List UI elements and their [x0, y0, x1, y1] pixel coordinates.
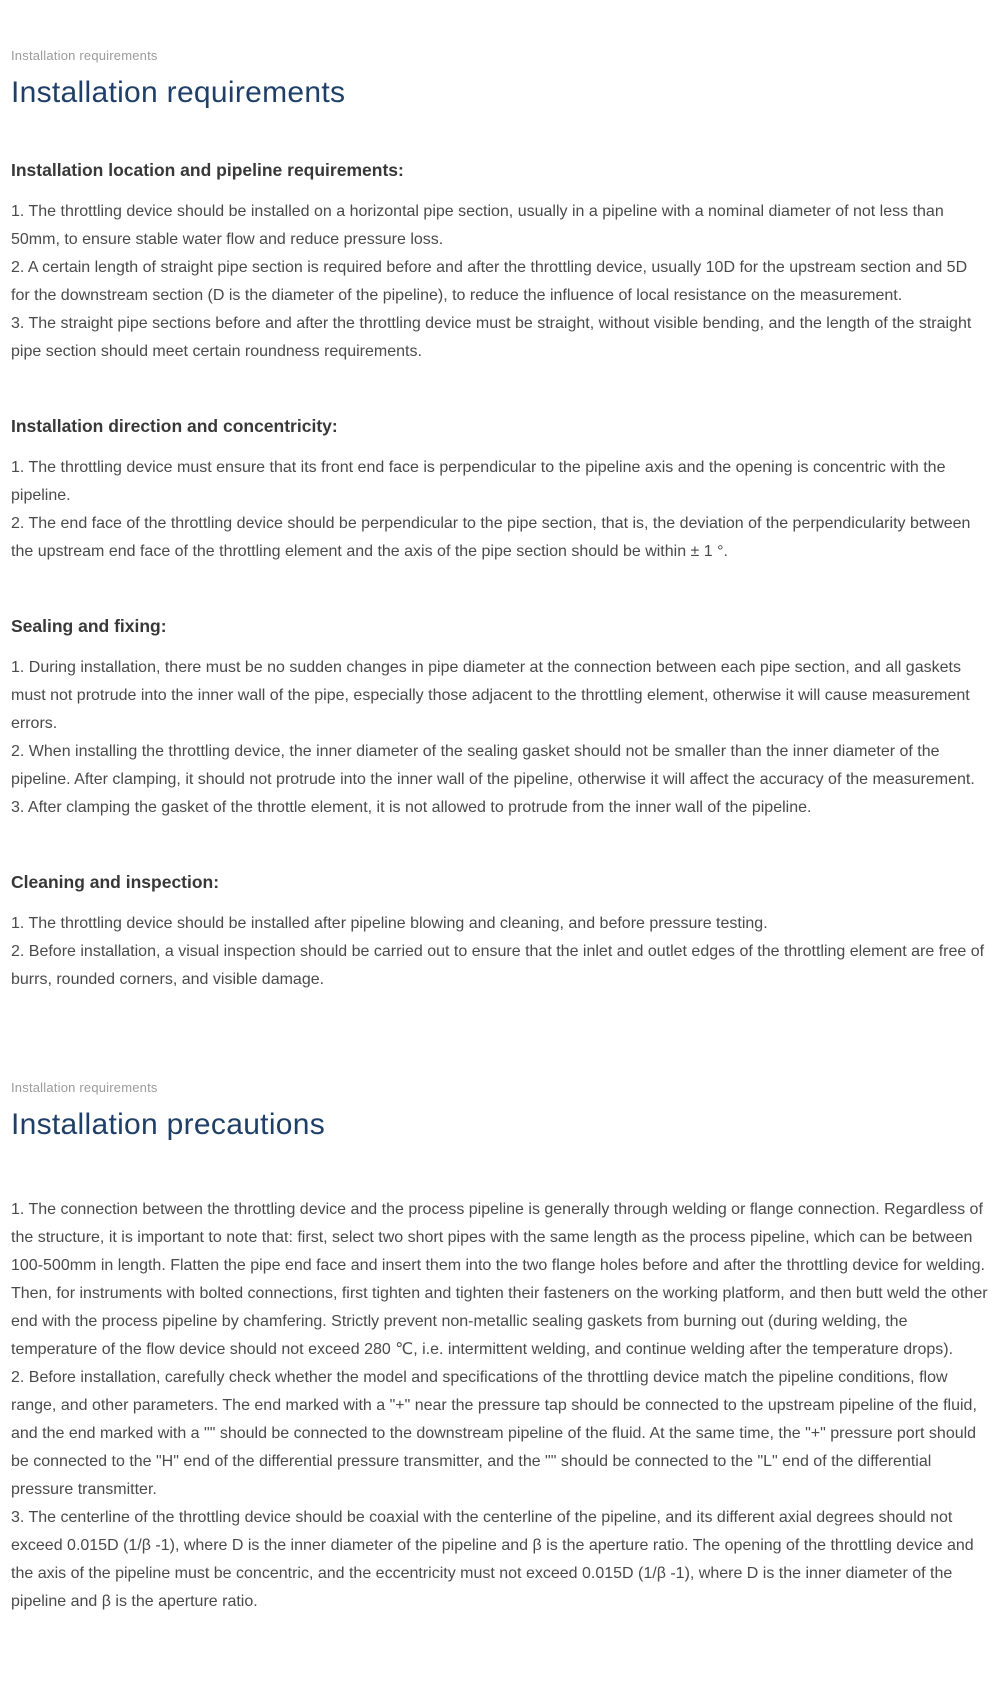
- paragraph-group: [11, 454, 989, 566]
- subsection-heading: Sealing and fixing:: [11, 616, 167, 636]
- paragraph: 3. The straight pipe sections before and after the throttling device must be straight, without visible bending, and the length of the straight pipe section should meet certain roundness requirements.: [11, 315, 972, 360]
- subsection-heading: Installation direction and concentricity:: [11, 416, 338, 436]
- paragraph: 2. The end face of the throttling device should be perpendicular to the pipe section, that is, the deviation of the perpendicularity between the upstream end face of the throttling element and the axis of the pipe section should be within ± 1 °.: [11, 515, 971, 560]
- paragraph: 2. Before installation, a visual inspection should be carried out to ensure that the inlet and outlet edges of the throttling element are free of burrs, rounded corners, and visible damage.: [11, 943, 985, 988]
- section-installation-precautions: [11, 1080, 989, 1616]
- paragraph: 2. Before installation, carefully check whether the model and specifications of the throttling device match the pipeline conditions, flow range, and other parameters. The end marked with a "+" near the pressure tap should be connected to the upstream pipeline of the fluid, and the end marked with a "" should be connected to the downstream pipeline of the fluid. At the same time, the "+" pressure port should be connected to the "H" end of the differential pressure transmitter, and the "" should be connected to the "L" end of the differential pressure transmitter.: [11, 1369, 977, 1498]
- paragraph: 1. The throttling device should be installed on a horizontal pipe section, usually in a pipeline with a nominal diameter of not less than 50mm, to ensure stable water flow and reduce pressure loss.: [11, 203, 944, 248]
- subsection-cleaning-inspection: [11, 872, 989, 994]
- paragraph: 1. During installation, there must be no sudden changes in pipe diameter at the connection between each pipe section, and all gaskets must not protrude into the inner wall of the pipe, especially those adjacent to the throttling element, otherwise it will cause measurement errors.: [11, 659, 970, 732]
- paragraph: 3. After clamping the gasket of the throttle element, it is not allowed to protrude from the inner wall of the pipeline.: [11, 799, 812, 816]
- paragraph-group: [11, 198, 989, 366]
- paragraph: 1. The throttling device should be installed after pipeline blowing and cleaning, and before pressure testing.: [11, 915, 768, 932]
- paragraph-group: [11, 910, 989, 994]
- paragraph: 3. The centerline of the throttling device should be coaxial with the centerline of the pipeline, and its different axial degrees should not exceed 0.015D (1/β -1), where D is the inner diameter of the pipeline and β is the aperture ratio. The opening of the throttling device and the axis of the pipeline must be concentric, and the eccentricity must not exceed 0.015D (1/β -1), where D is the inner diameter of the pipeline and β is the aperture ratio.: [11, 1509, 974, 1610]
- subsection-heading: Installation location and pipeline requirements:: [11, 160, 404, 180]
- section-title: Installation precautions: [11, 1108, 326, 1141]
- subsection-heading: Cleaning and inspection:: [11, 872, 220, 892]
- paragraph: 1. The connection between the throttling device and the process pipeline is generally through welding or flange connection. Regardless of the structure, it is important to note that: first, select two short pipes with the same length as the process pipeline, which can be between 100-500mm in length. Flatten the pipe end face and insert them into the two flange holes before and after the throttling device for welding. Then, for instruments with bolted connections, first tighten and tighten their fasteners on the working platform, and then butt weld the other end with the process pipeline by chamfering. Strictly prevent non-metallic sealing gaskets from burning out (during welding, the temperature of the flow device should not exceed 280 ℃, i.e. intermittent welding, and continue welding after the temperature drops).: [11, 1201, 988, 1358]
- section-eyebrow-label: Installation requirements: [11, 48, 158, 63]
- subsection-sealing-fixing: [11, 616, 989, 822]
- paragraph: 2. When installing the throttling device, the inner diameter of the sealing gasket should not be smaller than the inner diameter of the pipeline. After clamping, it should not protrude into the inner wall of the pipeline, otherwise it will affect the accuracy of the measurement.: [11, 743, 975, 788]
- section-installation-requirements: [11, 48, 989, 994]
- paragraph-group: [11, 1196, 989, 1616]
- subsection-direction-concentricity: [11, 416, 989, 566]
- subsection-location-pipeline: [11, 160, 989, 366]
- paragraph: 2. A certain length of straight pipe section is required before and after the throttling device, usually 10D for the upstream section and 5D for the downstream section (D is the diameter of the pipeline), to reduce the influence of local resistance on the measurement.: [11, 259, 968, 304]
- paragraph-group: [11, 654, 989, 822]
- section-eyebrow-label: Installation requirements: [11, 1080, 158, 1095]
- section-title: Installation requirements: [11, 76, 346, 109]
- paragraph: 1. The throttling device must ensure that its front end face is perpendicular to the pipeline axis and the opening is concentric with the pipeline.: [11, 459, 946, 504]
